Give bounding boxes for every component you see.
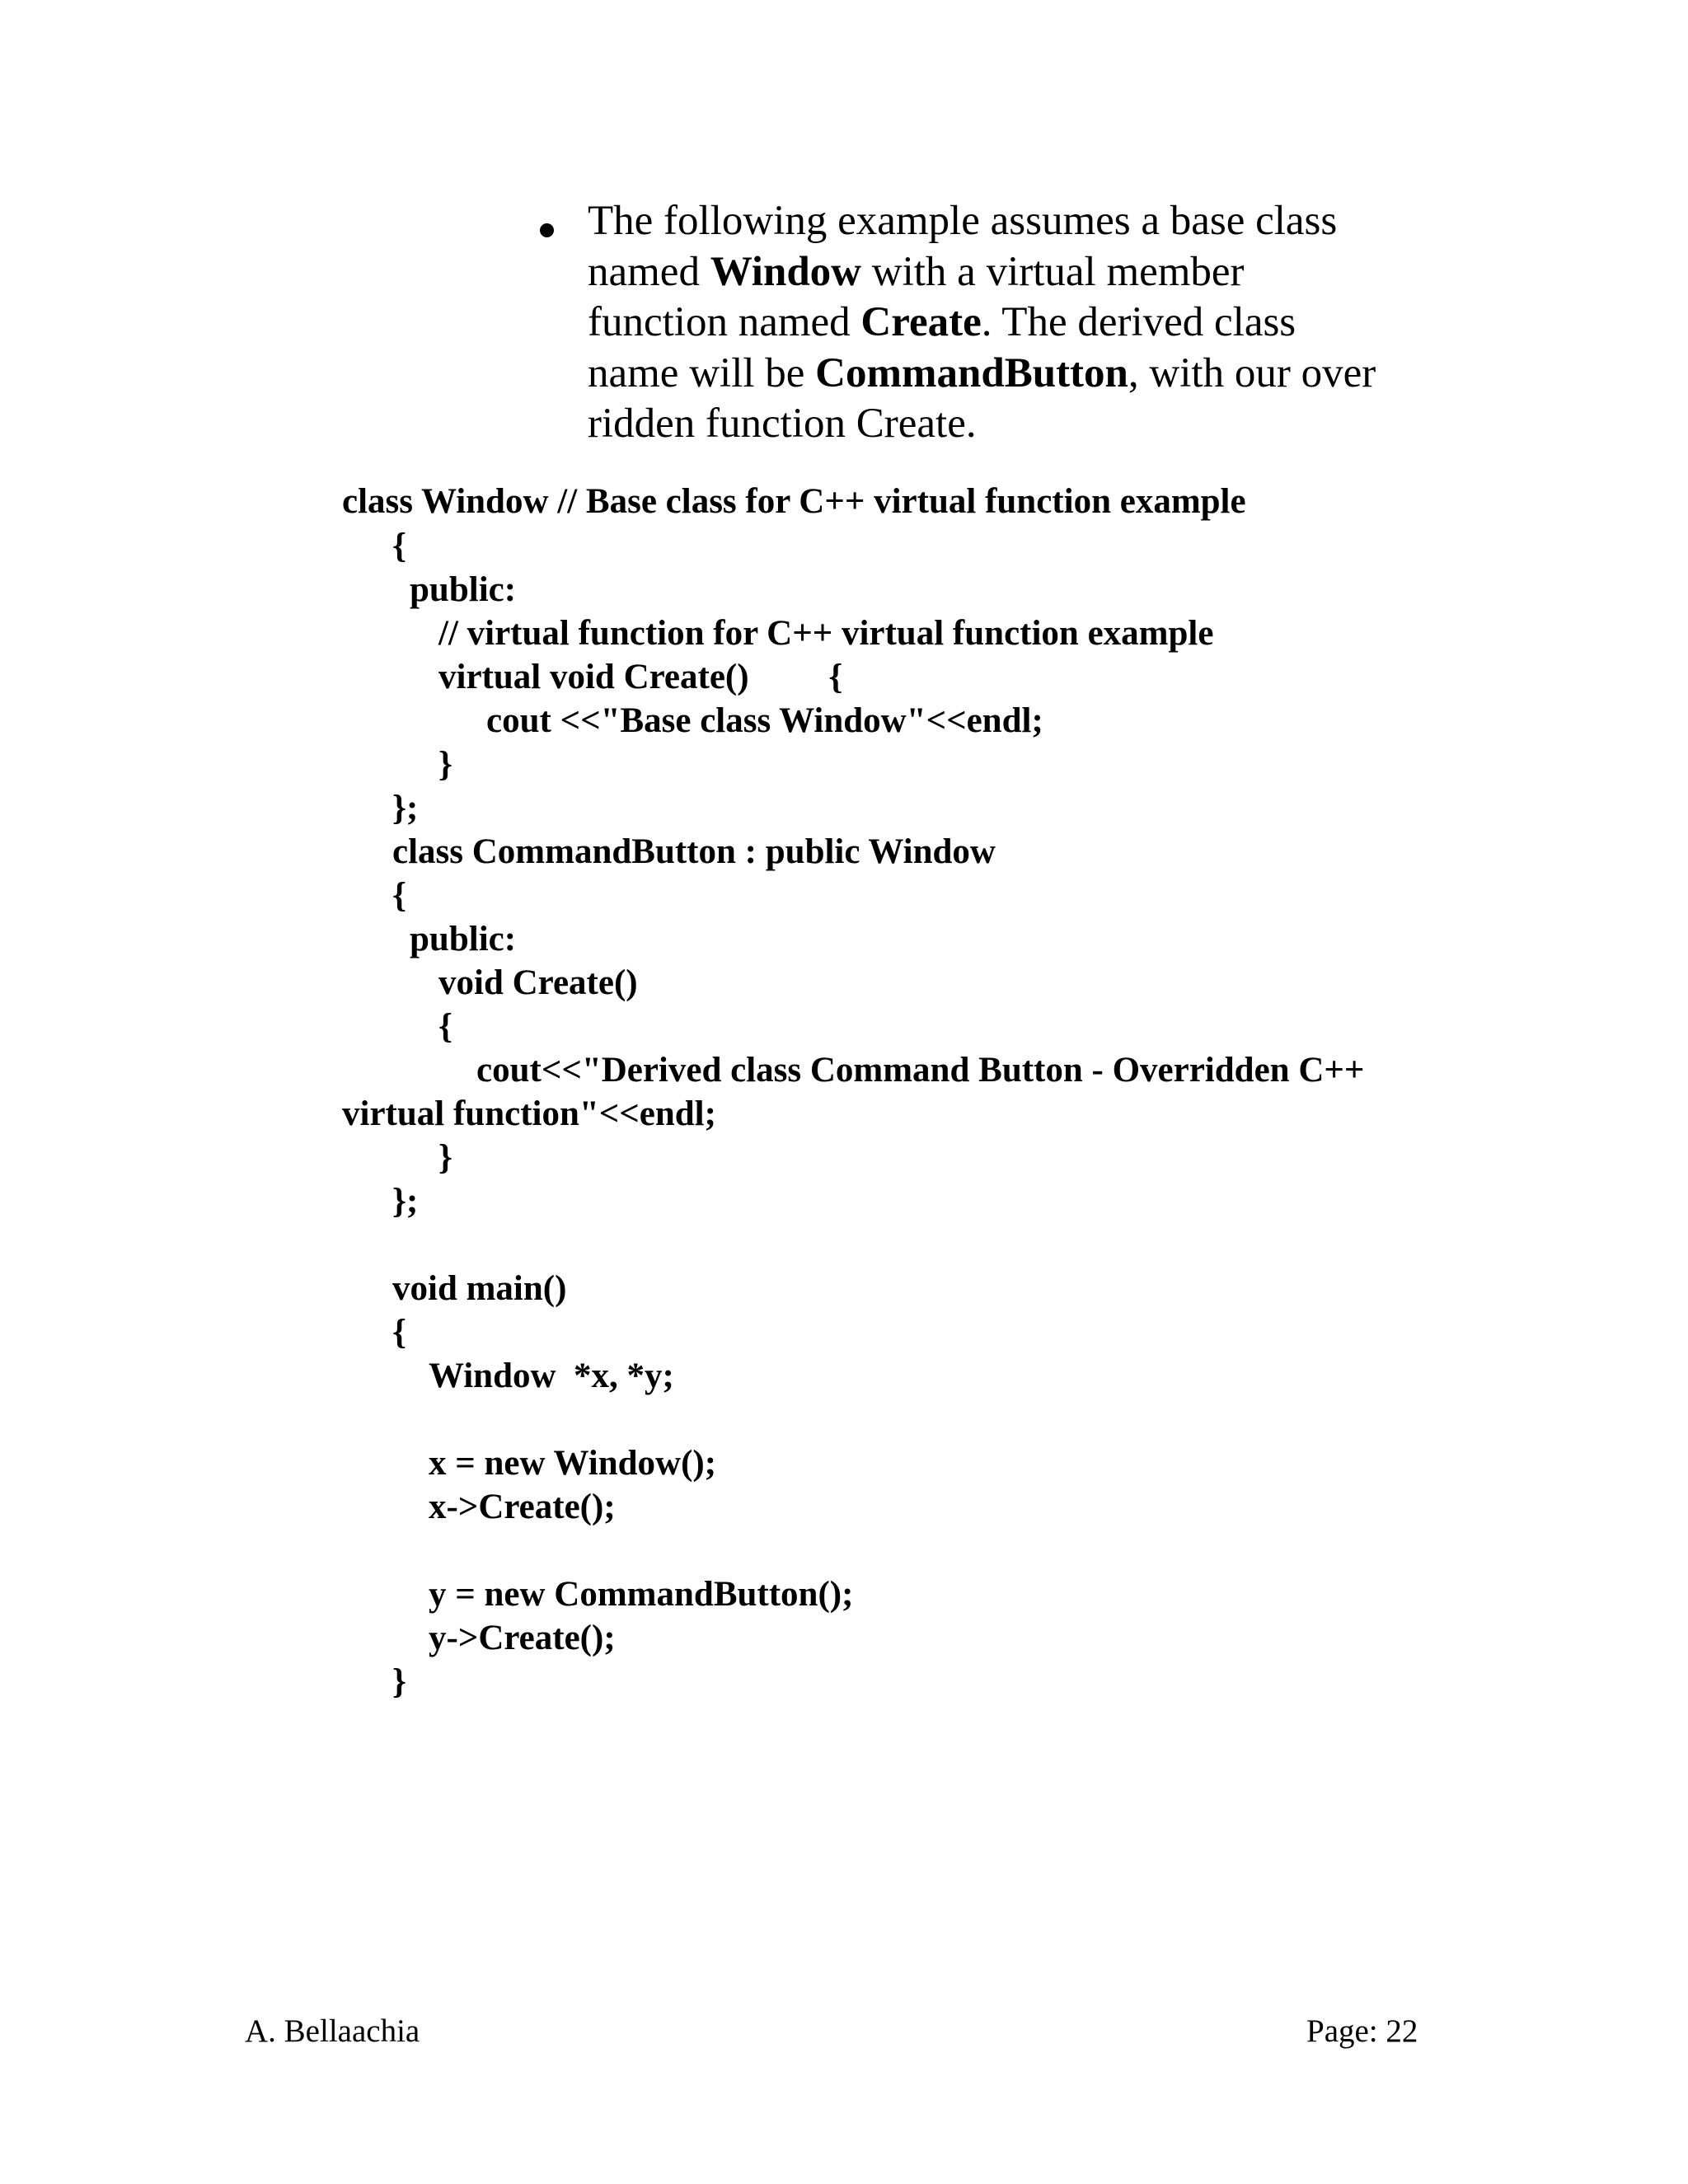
bullet-text: The following example assumes a base class bbox=[588, 198, 1338, 244]
bullet-line-4 bbox=[588, 349, 1445, 400]
code-line: } bbox=[438, 745, 452, 784]
code-line: cout<<"Derived class Command Button - Overridden C++ bbox=[476, 1051, 1365, 1090]
code-line: } bbox=[438, 1138, 452, 1177]
code-line: void main() bbox=[392, 1269, 567, 1308]
code-line: { bbox=[392, 876, 406, 915]
code-line: public: bbox=[410, 570, 517, 609]
bullet-bold-term: CommandButton bbox=[815, 349, 1128, 396]
code-line: public: bbox=[410, 920, 517, 958]
bullet-text: function named bbox=[588, 299, 861, 345]
footer-author: A. Bellaachia bbox=[245, 2013, 420, 2049]
bullet-line-3 bbox=[588, 298, 1445, 349]
code-line: { bbox=[392, 1313, 406, 1352]
code-line: x = new Window(); bbox=[429, 1444, 717, 1483]
bullet-text: ridden function Create. bbox=[588, 401, 977, 447]
code-line: { bbox=[392, 527, 406, 565]
code-line: void Create() bbox=[438, 963, 638, 1002]
bullet-line-2 bbox=[588, 247, 1445, 298]
footer-page-number: Page: 22 bbox=[1306, 2013, 1418, 2049]
bullet-bold-term: Create bbox=[860, 299, 982, 345]
bullet-line-1 bbox=[588, 196, 1445, 247]
code-line: { bbox=[438, 1007, 452, 1046]
code-line: }; bbox=[392, 1182, 419, 1221]
code-line: virtual void Create() { bbox=[438, 658, 843, 696]
code-line: cout <<"Base class Window"<<endl; bbox=[486, 701, 1043, 740]
code-line: virtual function"<<endl; bbox=[342, 1094, 716, 1133]
code-line: x->Create(); bbox=[429, 1488, 616, 1526]
bullet-text: named bbox=[588, 248, 710, 295]
code-line: Window *x, *y; bbox=[429, 1357, 674, 1395]
code-line: class CommandButton : public Window bbox=[392, 832, 996, 871]
bullet-text: . The derived class bbox=[981, 299, 1296, 345]
bullet-bold-term: Window bbox=[710, 248, 862, 295]
code-line: y->Create(); bbox=[429, 1619, 616, 1657]
code-line: class Window // Base class for C++ virtual function example bbox=[342, 482, 1246, 521]
code-line: }; bbox=[392, 789, 419, 827]
code-line: // virtual function for C++ virtual function example bbox=[438, 614, 1214, 653]
bullet-text: name will be bbox=[588, 349, 816, 396]
code-line: } bbox=[392, 1662, 406, 1701]
bullet-dot-icon bbox=[540, 223, 554, 237]
code-line: y = new CommandButton(); bbox=[429, 1575, 854, 1614]
bullet-text: , with our over bbox=[1128, 349, 1376, 396]
bullet-paragraph bbox=[588, 196, 1445, 450]
bullet-text: with a virtual member bbox=[861, 248, 1245, 295]
bullet-line-5 bbox=[588, 399, 1445, 450]
